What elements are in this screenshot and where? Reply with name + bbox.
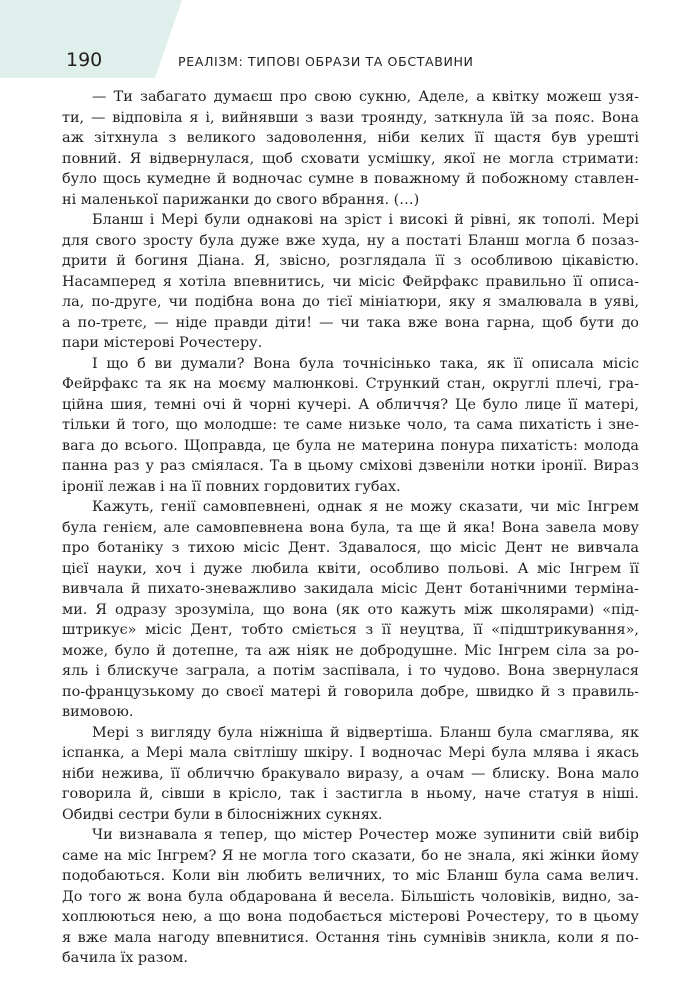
text-line: Чи визнавала я тепер, що містер Рочестер може зупинити свій вибір <box>92 827 640 843</box>
text-line: була генієм, але самовпевнена вона була, та ще й яка! Вона завела мову <box>62 519 639 536</box>
text-line: а по-третє, — ніде правди діти! — чи така вже вона гарна, щоб бути до <box>62 314 639 331</box>
text-line: говорила й, сівши в крісло, так і застигла в ньому, наче статуя в ніші. <box>62 786 639 802</box>
text-line: Кажуть, генії самовпевнені, однак я не можу сказати, чи міс Інгрем <box>92 499 639 515</box>
text-line: Бланш і Мері були однакові на зріст і високі й рівні, як тополі. Мері <box>92 212 640 228</box>
text-line: хоплюються нею, а що вона подобається містерові Рочестеру, то в цьому <box>62 909 639 925</box>
text-line: іронії лежав і на її повних гордовитих губах. <box>62 478 401 495</box>
paragraph <box>62 87 639 210</box>
text-line: бачила їх разом. <box>62 950 189 966</box>
text-line: І що б ви думали? Вона була точнісінько така, як її описала місіс <box>92 355 639 372</box>
text-line: саме на міс Інгрем? Я не могла того сказати, бо не знала, які жінки йому <box>62 847 639 864</box>
paragraph <box>62 825 639 969</box>
body-text <box>62 87 639 969</box>
text-line: іспанка, а Мері мала світлішу шкіру. І водночас Мері була млява і якась <box>62 745 639 761</box>
text-line: Мері з вигляду була ніжніша й відвертіша. Бланш була смаглява, як <box>92 724 639 741</box>
text-line: Обидві сестри були в білосніжних сукнях. <box>62 806 383 823</box>
text-line: панна раз у раз сміялася. Та в цьому сміхові дзвеніли нотки іронії. Вираз <box>62 458 640 474</box>
text-line: ми. Я одразу зрозуміла, що вона (як ото кажуть між школярами) «під- <box>62 601 640 618</box>
text-line: повний. Я відвернулася, щоб сховати усмішку, якої не могла стримати: <box>62 150 639 167</box>
text-line: — Ти забагато думаєш про свою сукню, Аделе, а квітку можеш узя- <box>92 89 639 105</box>
text-line: я вже мала нагоду впевнитися. Остання тінь сумнівів зникла, коли я по- <box>62 929 639 946</box>
text-line: пари містерові Рочестеру. <box>62 335 263 351</box>
text-line: вага до всього. Щоправда, це була не материна понура пихатість: молода <box>62 437 640 454</box>
text-line: подобаються. Коли він любить величних, то міс Бланш була сама велич. <box>62 868 640 884</box>
text-line: ційна шия, темні очі й чорні кучері. А обличчя? Це було лице її матері, <box>62 396 639 413</box>
page-number: 190 <box>66 49 103 71</box>
text-line: штрикує» місіс Дент, тобто сміється з її неуцтва, її «підштрикування», <box>62 622 639 638</box>
text-line: вивчала й пихато-зневажливо закидала місіс Дент ботанічними терміна- <box>62 581 639 597</box>
paragraph <box>62 354 639 498</box>
text-line: ніби нежива, її обличчю бракувало виразу, а очам — блиску. Вона мало <box>62 765 640 782</box>
text-line: по-французькому до своєї матері й говорила добре, швидко й з правиль- <box>62 683 640 700</box>
running-header-title: РЕАЛІЗМ: ТИПОВІ ОБРАЗИ ТА ОБСТАВИНИ <box>178 54 474 69</box>
text-line: ти, — відповіла я і, вийнявши з вази троянду, заткнула їй за пояс. Вона <box>62 109 639 126</box>
text-line: для свого зросту була дуже вже худа, ну а постаті Бланш могла б позаз- <box>62 232 640 249</box>
text-line: вимовою. <box>62 704 134 720</box>
paragraph <box>62 723 639 826</box>
text-line: ні маленької парижанки до свого вбрання. (…) <box>62 191 420 208</box>
text-line: дрити й богиня Діана. Я, звісно, розглядала її з особливою цікавістю. <box>62 253 639 269</box>
text-line: Фейрфакс та як на моєму малюнкові. Стрункий стан, округлі плечі, гра- <box>62 376 639 392</box>
text-line: може, було й дотепне, та аж ніяк не добродушне. Міс Інгрем сіла за ро- <box>62 642 639 659</box>
text-line: До того ж вона була обдарована й весела. Більшість чоловіків, видно, за- <box>62 888 640 905</box>
text-line: Насамперед я хотіла впевнитись, чи місіс Фейрфакс правильно її описа- <box>62 273 639 290</box>
text-line: цієї науки, хоч і дуже любила квіти, особливо польові. А міс Інгрем її <box>62 560 639 577</box>
text-line: було щось кумедне й водночас сумне в поважному й побожному ставлен- <box>62 171 640 187</box>
text-line: яль і блискуче заграла, а потім заспівала, і то чудово. Вона звернулася <box>62 663 640 679</box>
text-line: тільки й того, що молодше: те саме низьке чоло, та сама пихатість і зне- <box>62 417 640 433</box>
paragraph <box>62 497 639 723</box>
paragraph <box>62 210 639 354</box>
text-line: ла, по-друге, чи подібна вона до тієї мініатюри, яку я змалювала в уяві, <box>62 294 640 310</box>
text-line: аж зітхнула з великого задоволення, ніби келих її щастя був урешті <box>62 130 639 146</box>
text-line: про ботаніку з тихою місіс Дент. Здавалося, що місіс Дент не вивчала <box>62 540 640 556</box>
